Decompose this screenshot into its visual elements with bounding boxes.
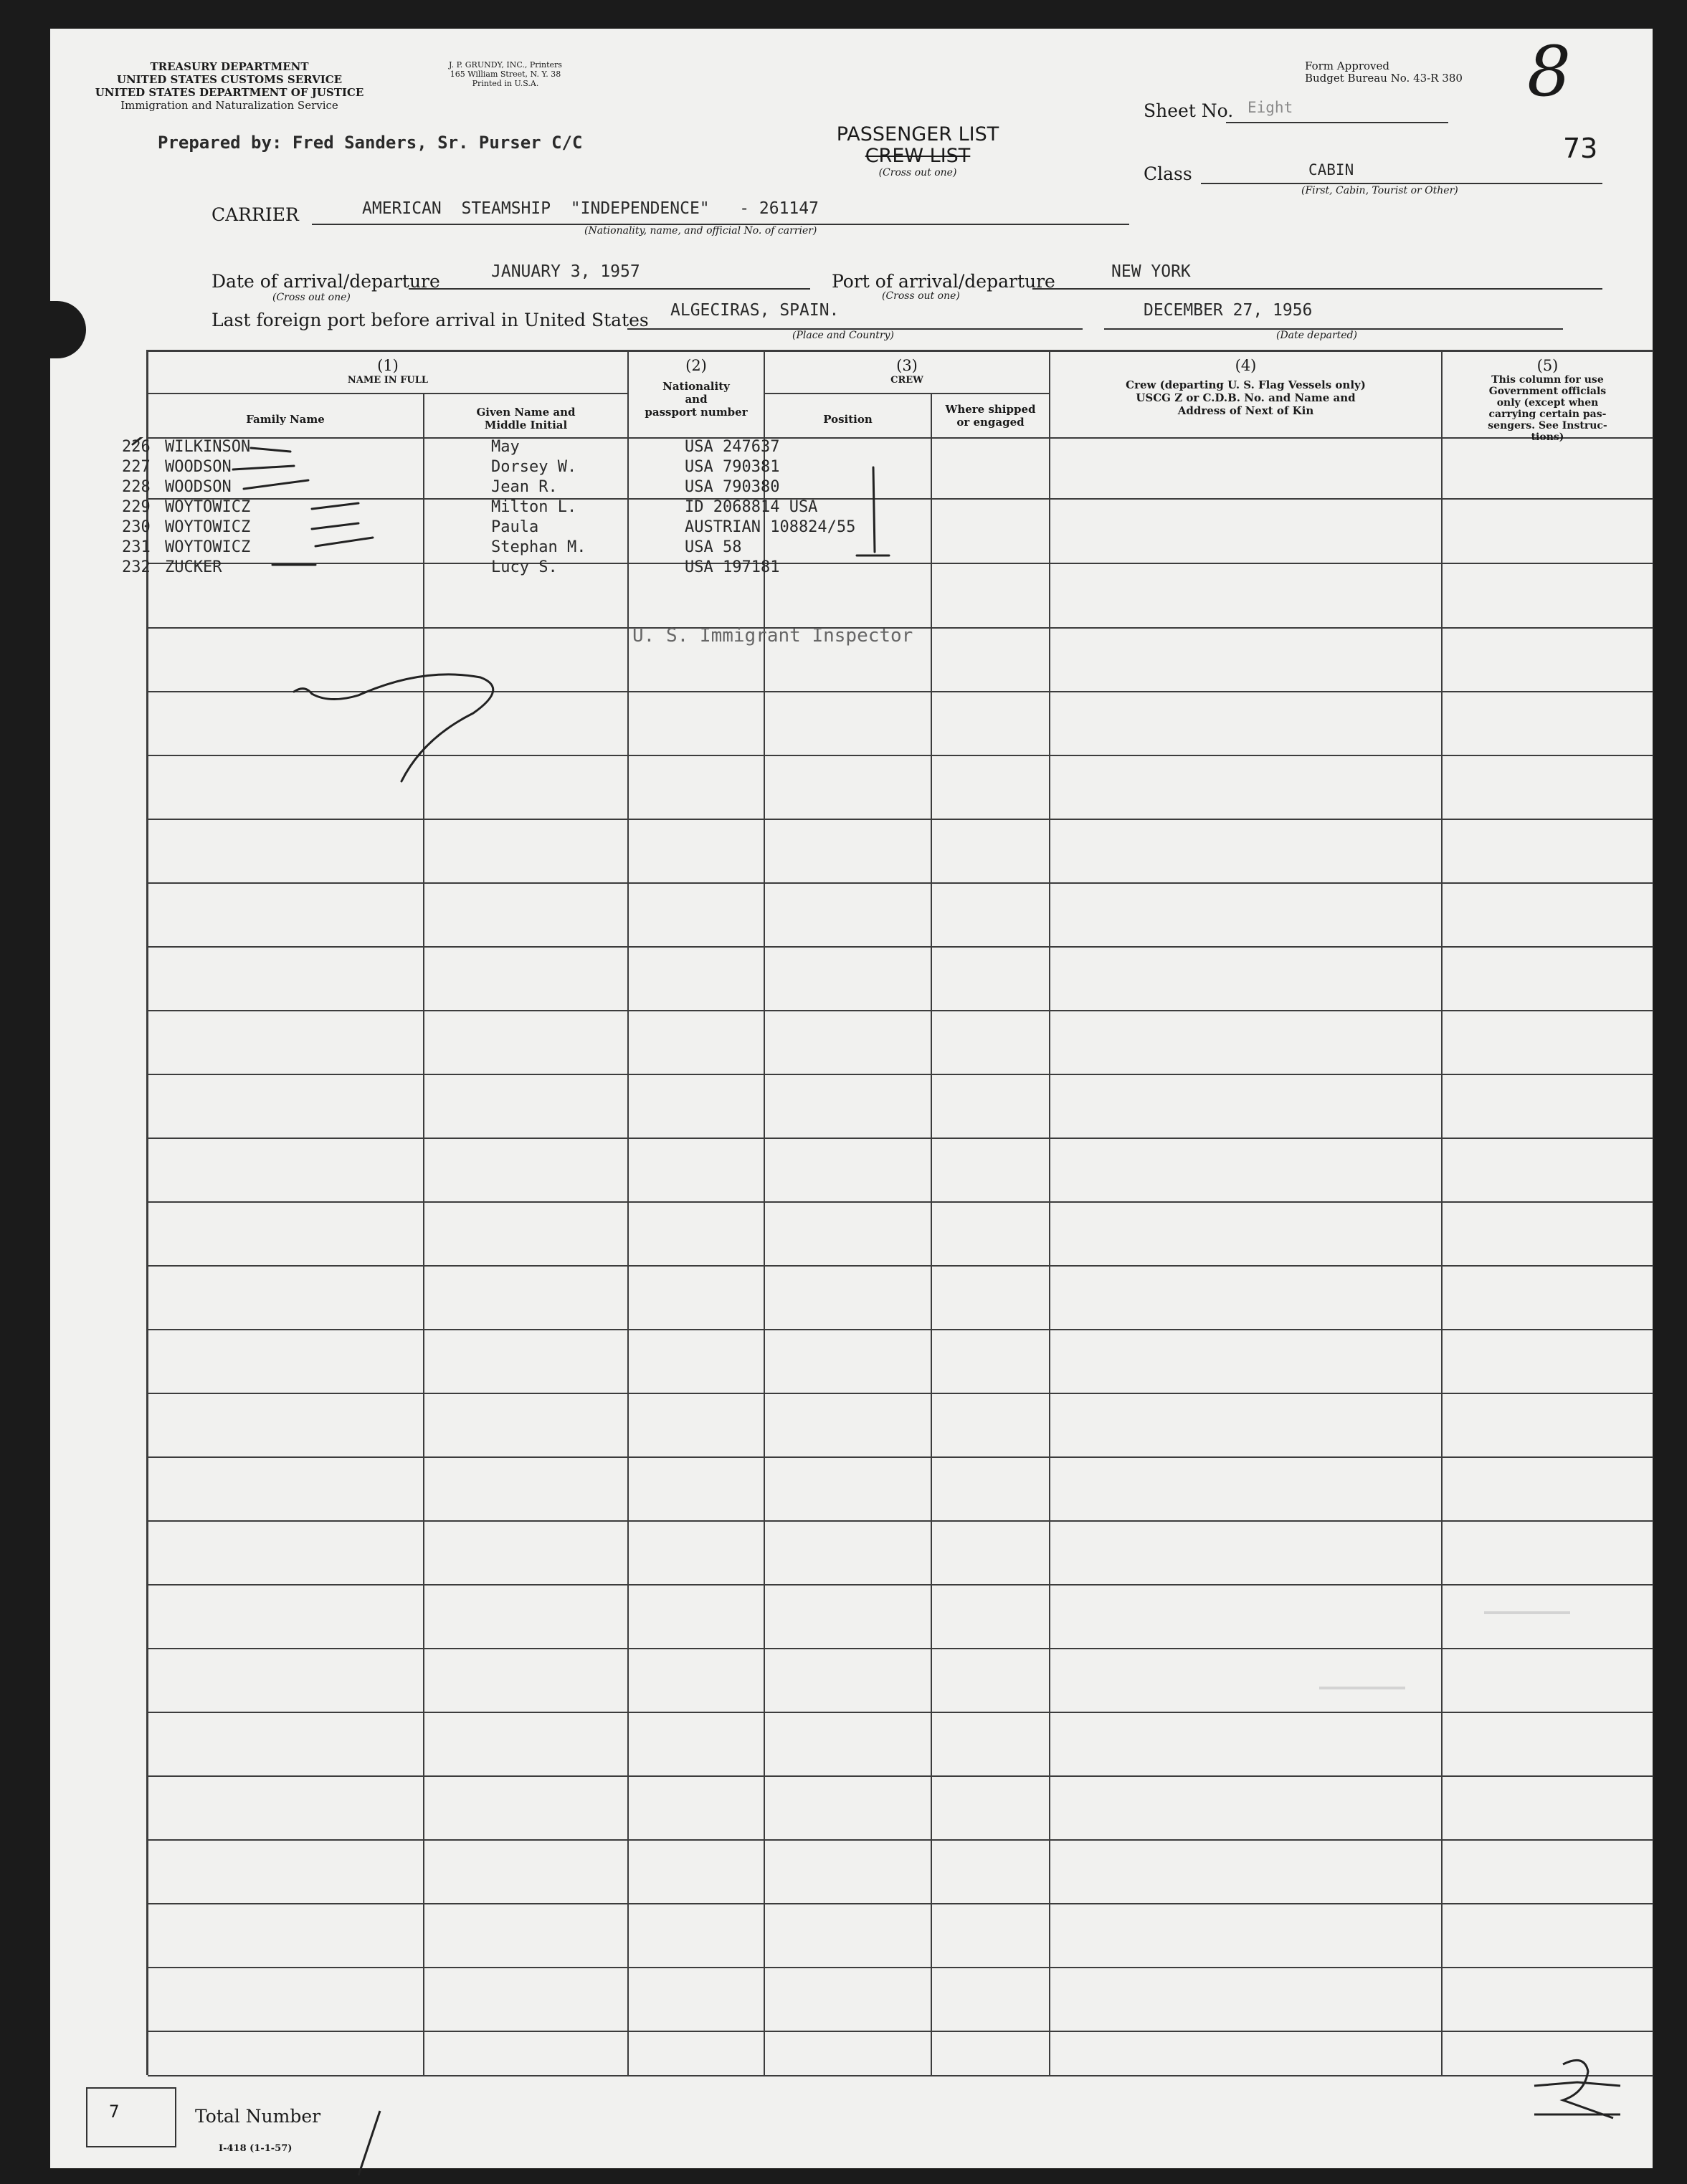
ruled-line (148, 1967, 1653, 1968)
budget-bureau: Budget Bureau No. 43-R 380 (1305, 72, 1463, 85)
ruled-line (148, 1903, 1653, 1904)
ruled-line (148, 1201, 1653, 1203)
col-divider-4 (1441, 350, 1443, 2075)
carrier-note: (Nationality, name, and official No. of carrier) (584, 225, 817, 237)
name-check-stroke (244, 480, 308, 489)
departed-date-note: (Date departed) (1276, 330, 1357, 341)
passport: AUSTRIAN 108824/55 (685, 518, 856, 536)
agency-line-4: Immigration and Naturalization Service (120, 99, 338, 112)
given-name: Milton L. (491, 498, 577, 516)
given-name: Dorsey W. (491, 458, 577, 476)
col5-line-4: carrying certain pas- (1488, 409, 1607, 420)
ruled-line (148, 1839, 1653, 1841)
last-port-note: (Place and Country) (792, 330, 894, 341)
crew-subheader-line (764, 393, 1050, 394)
form-approved: Form Approved (1305, 59, 1389, 72)
passport: USA 247637 (685, 438, 780, 456)
total-number-value: 7 (109, 2102, 120, 2122)
total-box (86, 2087, 176, 2147)
list-title-note: (Cross out one) (878, 167, 957, 178)
sheet-label: Sheet No. (1144, 100, 1234, 121)
name-check-stroke (251, 448, 290, 452)
ruled-line (148, 1584, 1653, 1585)
ruled-line (148, 1712, 1653, 1713)
pen-mark (351, 2107, 394, 2179)
col4-line-1: Crew (departing U. S. Flag Vessels only) (1126, 378, 1366, 391)
handwritten-marks (122, 437, 982, 796)
document-page (50, 29, 1653, 2168)
ruled-line (148, 1138, 1653, 1139)
agency-line-1: TREASURY DEPARTMENT (150, 60, 309, 73)
ruled-line (148, 1010, 1653, 1011)
where-shipped-1: Where shipped (945, 403, 1036, 416)
stamp-number: 73 (1563, 133, 1598, 164)
ruled-line (148, 819, 1653, 820)
ruled-line (148, 1265, 1653, 1267)
date-note: (Cross out one) (272, 292, 351, 303)
port-note: (Cross out one) (882, 290, 960, 302)
carrier-value: AMERICAN STEAMSHIP "INDEPENDENCE" - 261147 (362, 199, 819, 218)
passport: USA 790380 (685, 478, 780, 496)
col2-number: (2) (685, 357, 707, 374)
last-port-label: Last foreign port before arrival in United States (212, 310, 649, 330)
ruled-line (148, 882, 1653, 884)
name-check-stroke (315, 538, 373, 546)
col5-header (1443, 357, 1653, 443)
agency-line-2: UNITED STATES CUSTOMS SERVICE (116, 73, 343, 86)
col-divider-3 (1049, 350, 1050, 2075)
col3-number: (3) (896, 357, 918, 374)
family-name: WOODSON (165, 458, 232, 476)
crew-list-title: CREW LIST (865, 145, 971, 167)
col3-header (765, 357, 1049, 387)
row-number: 226 (122, 438, 151, 456)
row-number: 230 (122, 518, 151, 536)
name-subheader-line (148, 393, 628, 394)
family-name: WILKINSON (165, 438, 251, 456)
col2-line-2: and (685, 393, 708, 406)
given-name: May (491, 438, 520, 456)
prepared-by: Prepared by: Fred Sanders, Sr. Purser C/C (158, 133, 583, 153)
form-number: I-418 (1-1-57) (219, 2143, 293, 2154)
family-name-header: Family Name (246, 413, 325, 426)
given-name: Paula (491, 518, 539, 536)
ruled-line (148, 1520, 1653, 1522)
family-name: WOYTOWICZ (165, 538, 251, 556)
ruled-line (148, 946, 1653, 948)
name-check-stroke (233, 466, 294, 469)
ruled-line (148, 1456, 1653, 1458)
passenger-list-title: PASSENGER LIST (836, 123, 999, 146)
ruled-line (148, 1393, 1653, 1394)
date-value: JANUARY 3, 1957 (491, 262, 640, 281)
row-number: 228 (122, 478, 151, 496)
row-number: 229 (122, 498, 151, 516)
date-label: Date of arrival/departure (212, 271, 440, 292)
form-approval (1305, 60, 1463, 85)
class-note: (First, Cabin, Tourist or Other) (1301, 185, 1458, 196)
port-label: Port of arrival/departure (832, 271, 1055, 292)
port-value: NEW YORK (1111, 262, 1191, 281)
position-header: Position (823, 413, 873, 426)
col4-line-3: Address of Next of Kin (1177, 404, 1314, 417)
table-top-border (148, 350, 1653, 352)
family-name: WOYTOWICZ (165, 498, 251, 516)
col4-line-2: USCG Z or C.D.B. No. and Name and (1136, 391, 1356, 404)
inspector-signature-stroke (294, 674, 493, 781)
given-name: Jean R. (491, 478, 558, 496)
family-name: WOODSON (165, 478, 232, 496)
col2-line-1: Nationality (662, 380, 730, 393)
col1-title: NAME IN FULL (347, 375, 429, 386)
class-value: CABIN (1308, 161, 1354, 178)
given-name-header (424, 406, 627, 431)
col1-header (148, 357, 628, 387)
col4-number: (4) (1235, 357, 1257, 374)
passport: USA 197181 (685, 558, 780, 576)
given-name: Stephan M. (491, 538, 586, 556)
carrier-label: CARRIER (212, 204, 299, 225)
col2-line-3: passport number (645, 406, 748, 419)
row-number: 232 (122, 558, 151, 576)
printer-block (423, 60, 588, 88)
printer-line-3: Printed in U.S.A. (472, 79, 539, 88)
departed-date-value: DECEMBER 27, 1956 (1144, 301, 1313, 320)
table-bottom-border (148, 2075, 1653, 2076)
list-title (774, 124, 1061, 178)
name-check-stroke (312, 523, 358, 529)
handwritten-sheet-number: 8 (1527, 32, 1572, 112)
col3-title: CREW (890, 375, 923, 386)
col5-line-1: This column for use (1491, 374, 1604, 386)
agency-block (79, 60, 380, 112)
immigrant-inspector-stamp: U. S. Immigrant Inspector (632, 625, 913, 647)
col5-number: (5) (1536, 357, 1559, 374)
check-mark-stroke (133, 437, 151, 444)
class-underline (1201, 183, 1602, 184)
col5-line-2: Government officials (1488, 386, 1607, 397)
date-underline (409, 288, 810, 290)
name-check-stroke (312, 503, 358, 509)
faint-mark (1319, 1687, 1405, 1689)
passport: USA 58 (685, 538, 742, 556)
ruled-line (148, 1329, 1653, 1330)
faint-mark (1484, 1611, 1570, 1614)
family-name: ZUCKER (165, 558, 222, 576)
printer-line-2: 165 William Street, N. Y. 38 (450, 70, 561, 79)
printer-line-1: J. P. GRUNDY, INC., Printers (449, 60, 562, 70)
initials-mark (1520, 2050, 1635, 2129)
given-name: Lucy S. (491, 558, 558, 576)
last-port-value: ALGECIRAS, SPAIN. (670, 301, 840, 320)
row-number: 227 (122, 458, 151, 476)
total-number-label: Total Number (195, 2106, 321, 2127)
ruled-line (148, 1074, 1653, 1075)
crew-bracket-stroke (873, 467, 875, 552)
class-label: Class (1144, 163, 1192, 184)
passport: USA 790381 (685, 458, 780, 476)
port-underline (1032, 288, 1602, 290)
col5-line-3: only (except when (1496, 397, 1599, 409)
passport: ID 2068814 USA (685, 498, 818, 516)
ruled-line (148, 1648, 1653, 1649)
col5-line-5: sengers. See Instruc- (1488, 420, 1607, 431)
where-shipped-2: or engaged (956, 416, 1025, 429)
col2-header (629, 357, 764, 419)
given-name-header-2: Middle Initial (484, 419, 568, 431)
family-name: WOYTOWICZ (165, 518, 251, 536)
given-name-header-1: Given Name and (476, 406, 576, 419)
sheet-underline (1226, 122, 1448, 123)
where-shipped-header (932, 403, 1049, 429)
agency-line-3: UNITED STATES DEPARTMENT OF JUSTICE (95, 86, 364, 99)
col1-number: (1) (377, 357, 399, 374)
col5-line-6: tions) (1531, 431, 1564, 443)
sheet-value: Eight (1248, 99, 1293, 116)
ruled-line (148, 1775, 1653, 1777)
row-number: 231 (122, 538, 151, 556)
col4-header (1050, 357, 1441, 417)
ruled-line (148, 2031, 1653, 2032)
